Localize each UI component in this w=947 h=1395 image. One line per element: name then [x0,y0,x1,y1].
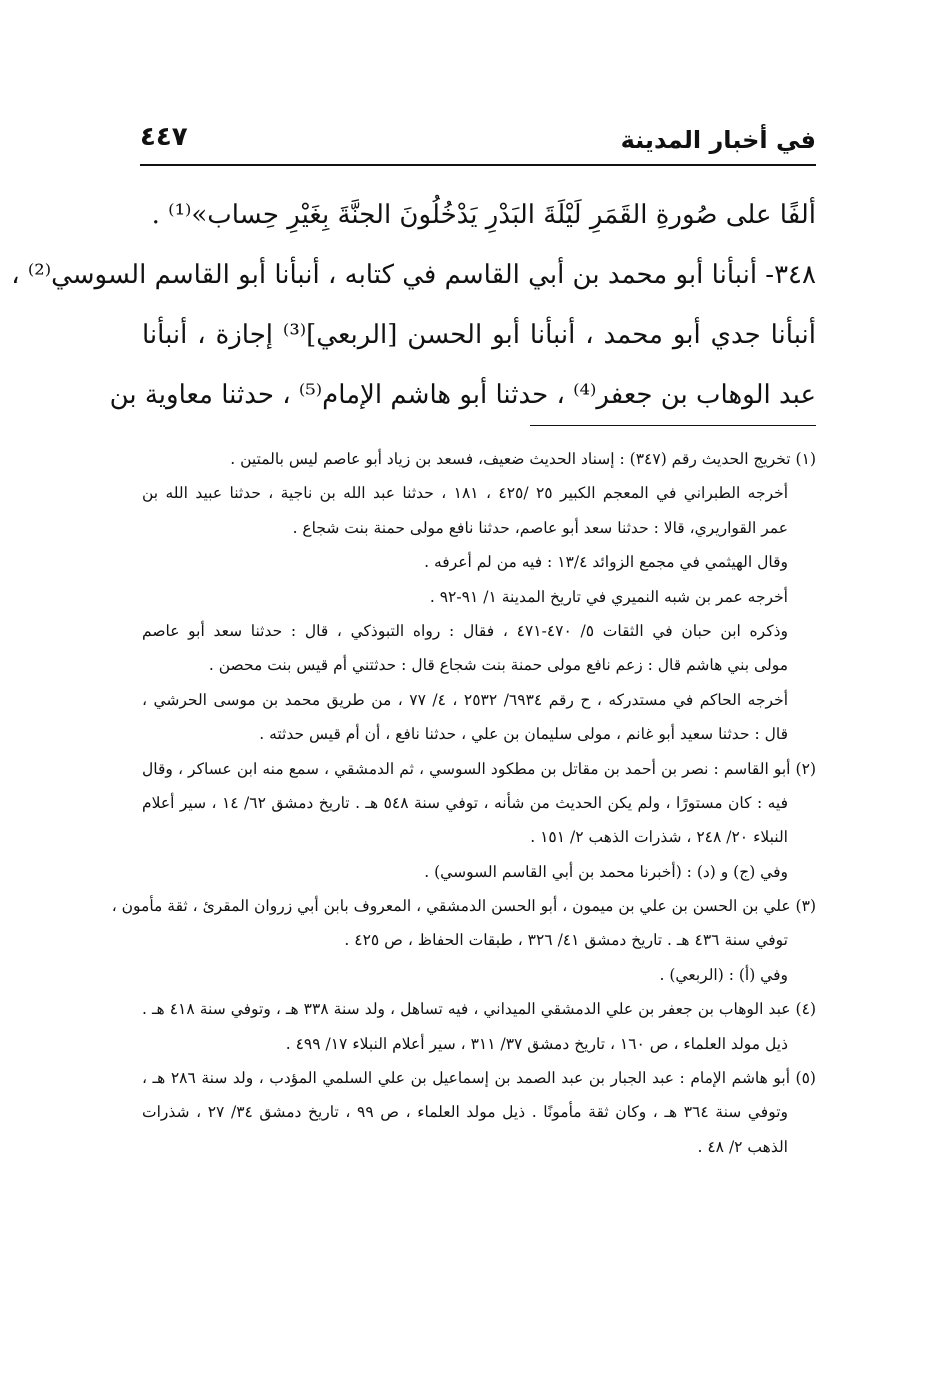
footnote-line: (٤) عبد الوهاب بن جعفر بن علي الدمشقي الميداني ، فيه تساهل ، ولد سنة ٣٣٨ هـ ، وتوفي سنة ٤١٨ هـ . [142,1000,816,1019]
footnote-line: وفي (ج) و (د) : (أخبرنا محمد بن أبي القاسم السوسي) . [424,862,788,881]
footnote-line: توفي سنة ٤٣٦ هـ . تاريخ دمشق ٤١/ ٣٢٦ ، طبقات الحفاظ ، ص ٤٢٥ . [344,931,788,950]
footnote-line: وتوفي سنة ٣٦٤ هـ ، وكان ثقة مأمونًا . ذيل مولد العلماء ، ص ٩٩ ، تاريخ دمشق ٣٤/ ٢٧ ، شذرات [142,1103,788,1122]
footnote-line: (٣) علي بن الحسن بن علي بن ميمون ، أبو الحسن الدمشقي ، المعروف بابن أبي زروان المقرئ ، ثقة مأمون ، [111,897,816,916]
page-number: ٤٤٧ [140,122,188,152]
footnote-line: (١) تخريج الحديث رقم (٣٤٧) : إسناد الحديث ضعيف، فسعد بن زياد أبو عاصم ليس بالمتين . [230,450,816,468]
running-title: في أخبار المدينة [620,126,816,154]
footnote-line: وذكره ابن حبان في الثقات ٥/ ٤٧٠-٤٧١ ، فقال : رواه التبوذكي ، قال : حدثنا سعد أبو عاصم [142,621,788,640]
main-text [11,185,816,425]
footnote-line: (٥) أبو هاشم الإمام : عبد الجبار بن عبد الصمد بن إسماعيل بن علي السلمي المؤدب ، ولد سنة ٢٨٦ هـ ، [142,1069,816,1088]
footnote-line: فيه : كان مستورًا ، ولم يكن الحديث من شأنه ، توفي سنة ٥٤٨ هـ . تاريخ دمشق ٦٢/ ١٤ ، سير أعلام [142,793,788,812]
footnote-line: الذهب ٢/ ٤٨ . [697,1137,788,1156]
footnote-line: (٢) أبو القاسم : نصر بن أحمد بن مقاتل بن مطكود السوسي ، ثم الدمشقي ، سمع منه ابن عساكر ، وقال [142,759,816,778]
footnote-line: قال : حدثنا سعيد أبو غانم ، مولى سليمان بن علي ، حدثنا نافع ، أن أم قيس حدثته . [259,725,788,744]
header-rule [140,164,816,166]
main-line: عبد الوهاب بن جعفر⁽⁴⁾ ، حدثنا أبو هاشم الإمام⁽⁵⁾ ، حدثنا معاوية بن [109,380,816,410]
footnote-line: وقال الهيثمي في مجمع الزوائد ١٣/٤ : فيه من لم أعرفه . [424,553,788,572]
main-line: ٣٤٨- أنبأنا أبو محمد بن أبي القاسم في كتابه ، أنبأنا أبو القاسم السوسي⁽²⁾ ، [11,260,816,290]
footnote-line: أخرجه الطبراني في المعجم الكبير ٢٥ /٤٢٥ ، ١٨١ ، حدثنا عبد الله بن ناجية ، حدثنا عبيد الله بن [142,484,789,503]
footnote-line: ذيل مولد العلماء ، ص ١٦٠ ، تاريخ دمشق ٣٧/ ٣١١ ، سير أعلام النبلاء ١٧/ ٤٩٩ . [285,1034,788,1053]
footnote-line: وفي (أ) : (الربعي) . [659,965,788,984]
footnote-separator [530,425,816,426]
footnote-line: مولى بني هاشم قال : زعم نافع مولى حمنة بنت شجاع قال : حدثتني أم قيس بنت محصن . [208,656,788,675]
main-line: أنبأنا جدي أبو محمد ، أنبأنا أبو الحسن [الربعي]⁽³⁾ إجازة ، أنبأنا [142,320,816,350]
main-line: ألفًا على صُورةِ القَمَرِ لَيْلَةَ البَدْرِ يَدْخُلُونَ الجنَّةَ بِغَيْرِ حِساب»⁽¹⁾ . [151,200,816,230]
footnote-line: أخرجه الحاكم في مستدركه ، ح رقم ٦٩٣٤/ ٢٥٣٢ ، ٤/ ٧٧ ، من طريق محمد بن موسى الحرشي ، [142,690,788,709]
footnote-line: النبلاء ٢٠/ ٢٤٨ ، شذرات الذهب ٢/ ١٥١ . [530,828,788,847]
footnote-line: عمر القواريري، قالا : حدثنا سعد أبو عاصم، حدثنا نافع مولى حمنة بنت شجاع . [292,518,788,537]
footnote-line: أخرجه عمر بن شبه النميري في تاريخ المدينة ١/ ٩١-٩٢ . [429,587,788,606]
page-header [140,120,816,162]
footnotes [111,442,816,1164]
